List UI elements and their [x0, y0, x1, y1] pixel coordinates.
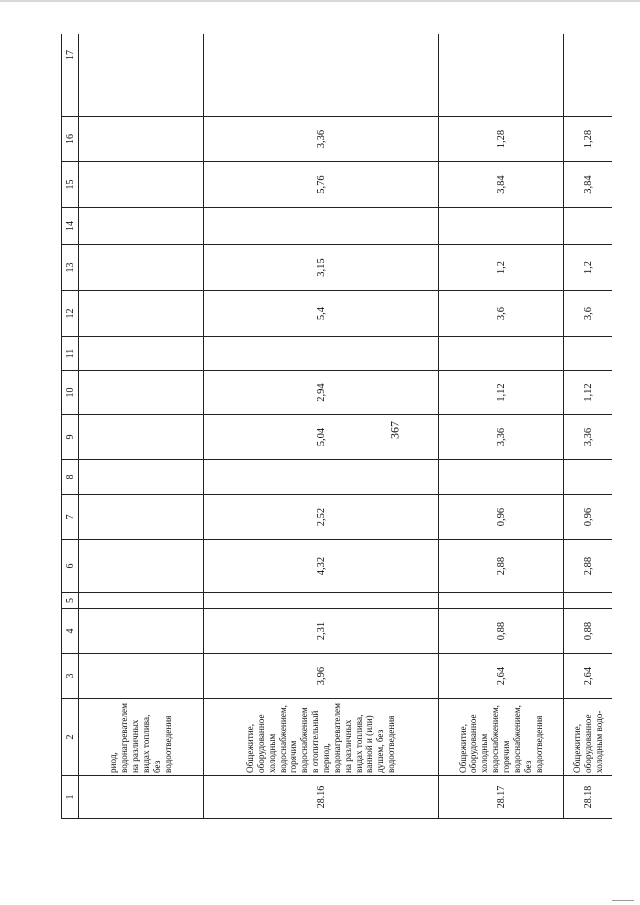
table-row	[564, 34, 613, 819]
value-cell: 3,6	[564, 291, 613, 337]
table-viewport	[61, 34, 612, 819]
header-cell: 3	[62, 654, 79, 699]
header-cell: 10	[62, 371, 79, 415]
value-cell: 1,2	[439, 245, 564, 291]
value-cell: 3,36	[204, 117, 439, 162]
value-cell: 2,94	[204, 371, 439, 415]
value-cell	[79, 162, 204, 208]
row-description: Общежитие, оборудованное холодным водо-	[564, 699, 613, 776]
row-description: Общежитие, оборудованное холодным водоснабжением, горячим водоснабжением, без водоотведения	[439, 699, 564, 776]
header-cell: 1	[62, 776, 79, 819]
value-cell: 3,36	[439, 415, 564, 460]
header-cell: 4	[62, 609, 79, 654]
value-cell	[79, 245, 204, 291]
value-cell: 0,96	[564, 495, 613, 540]
value-cell	[564, 208, 613, 245]
value-cell	[204, 337, 439, 371]
value-cell: 2,88	[564, 540, 613, 593]
header-cell: 7	[62, 495, 79, 540]
value-cell: 3,15	[204, 245, 439, 291]
value-cell	[564, 34, 613, 117]
value-cell: 4,32	[204, 540, 439, 593]
header-cell: 6	[62, 540, 79, 593]
header-cell: 14	[62, 208, 79, 245]
value-cell	[79, 371, 204, 415]
header-cell: 13	[62, 245, 79, 291]
row-description: риод, водонагревателем на различных видах топлива, без водоотведения	[79, 699, 204, 776]
value-cell	[79, 415, 204, 460]
header-cell: 2	[62, 699, 79, 776]
value-cell	[79, 117, 204, 162]
value-cell: 1,28	[439, 117, 564, 162]
value-cell	[564, 337, 613, 371]
value-cell	[439, 337, 564, 371]
value-cell	[79, 593, 204, 609]
header-cell: 16	[62, 117, 79, 162]
value-cell	[79, 337, 204, 371]
header-cell: 17	[62, 34, 79, 117]
value-cell	[564, 593, 613, 609]
value-cell: 2,64	[439, 654, 564, 699]
value-cell: 1,12	[564, 371, 613, 415]
value-cell: 1,2	[564, 245, 613, 291]
table-row	[79, 34, 204, 819]
value-cell: 0,88	[564, 609, 613, 654]
value-cell	[439, 593, 564, 609]
row-code: 28.17	[439, 776, 564, 819]
value-cell	[79, 34, 204, 117]
value-cell: 5,04	[204, 415, 439, 460]
value-cell: 1,12	[439, 371, 564, 415]
value-cell	[79, 495, 204, 540]
value-cell: 5,76	[204, 162, 439, 208]
row-code	[79, 776, 204, 819]
value-cell	[79, 654, 204, 699]
tariff-table	[61, 34, 612, 819]
value-cell: 3,84	[564, 162, 613, 208]
value-cell: 2,52	[204, 495, 439, 540]
value-cell	[79, 609, 204, 654]
value-cell: 2,31	[204, 609, 439, 654]
value-cell: 3,96	[204, 654, 439, 699]
value-cell: 0,88	[439, 609, 564, 654]
value-cell: 2,64	[564, 654, 613, 699]
header-cell: 15	[62, 162, 79, 208]
value-cell: 0,96	[439, 495, 564, 540]
row-description: Общежитие, оборудованное холодным водоснабжением, горячим водоснабжением в отопительный период, водонагревателем на различных видах топлива, ванной и (или) душем, без водоотведения	[204, 699, 439, 776]
value-cell: 3,36	[564, 415, 613, 460]
header-cell: 11	[62, 337, 79, 371]
value-cell: 3,84	[439, 162, 564, 208]
table-row	[439, 34, 564, 819]
header-cell: 9	[62, 415, 79, 460]
value-cell	[439, 460, 564, 495]
value-cell: 5,4	[204, 291, 439, 337]
row-code: 28.18	[564, 776, 613, 819]
value-cell	[564, 460, 613, 495]
header-cell: 5	[62, 593, 79, 609]
value-cell	[439, 208, 564, 245]
header-cell: 12	[62, 291, 79, 337]
rotated-table-frame	[61, 34, 612, 819]
value-cell	[79, 208, 204, 245]
header-row	[62, 34, 79, 819]
value-cell: 3,6	[439, 291, 564, 337]
value-cell	[204, 593, 439, 609]
value-cell: 2,88	[439, 540, 564, 593]
value-cell	[79, 540, 204, 593]
scan-edge	[0, 0, 640, 2]
row-code: 28.16	[204, 776, 439, 819]
table-row	[204, 34, 439, 819]
scan-artifact	[612, 900, 634, 901]
value-cell	[439, 34, 564, 117]
value-cell	[204, 460, 439, 495]
value-cell	[79, 460, 204, 495]
value-cell	[79, 291, 204, 337]
header-cell: 8	[62, 460, 79, 495]
value-cell: 1,28	[564, 117, 613, 162]
value-cell	[204, 208, 439, 245]
value-cell	[204, 34, 439, 117]
page-number: 367	[387, 421, 402, 439]
